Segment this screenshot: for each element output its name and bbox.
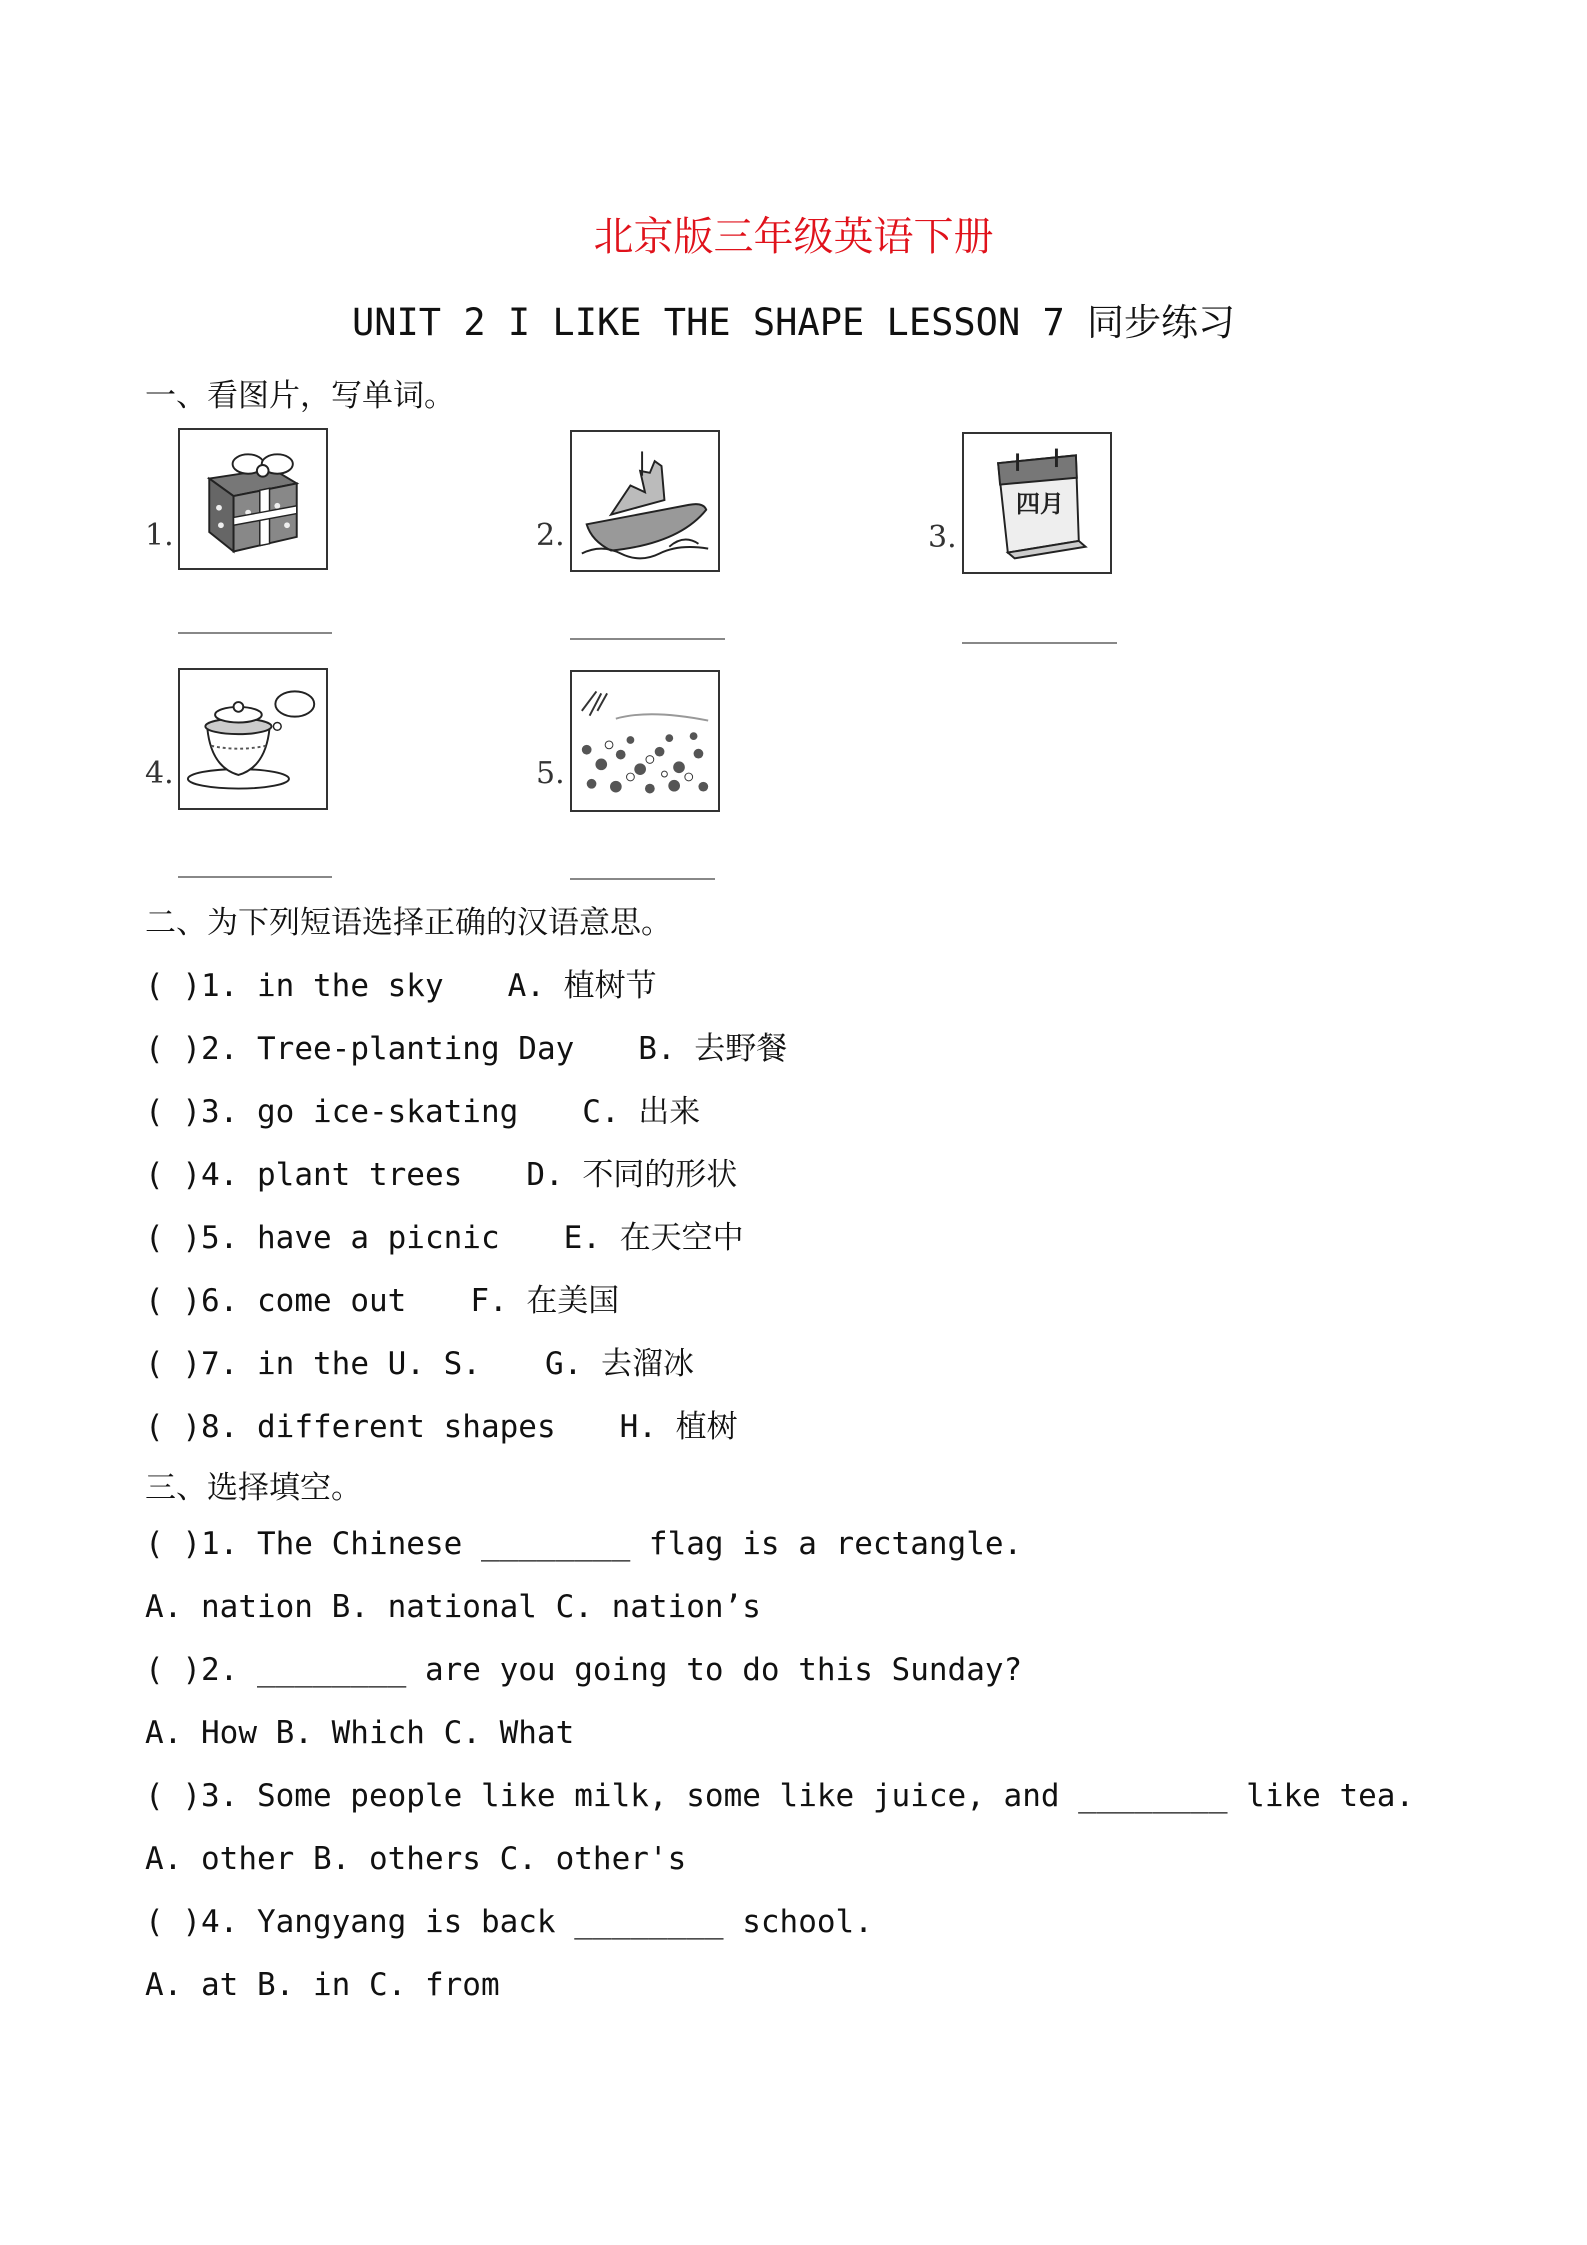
answer-paren[interactable]: ( ) (145, 1157, 201, 1193)
section2-heading: 二、为下列短语选择正确的汉语意思。 (145, 905, 672, 941)
matching-item-5 (145, 1212, 744, 1257)
matching-item-8 (145, 1401, 738, 1446)
phrase: have a picnic (257, 1220, 500, 1256)
question-4-options[interactable]: A. at B. in C. from (145, 1967, 500, 2003)
option-letter: D. (526, 1157, 564, 1193)
answer-paren[interactable]: ( ) (145, 1409, 201, 1445)
question-1-options[interactable]: A. nation B. national C. nation’s (145, 1589, 761, 1625)
answer-blank-5[interactable] (570, 878, 715, 880)
item-number: 5. (201, 1220, 239, 1256)
question-4: ( )4. Yangyang is back ________ school. (145, 1904, 873, 1940)
answer-paren[interactable]: ( ) (145, 1283, 201, 1319)
matching-item-7 (145, 1338, 694, 1383)
matching-item-2 (145, 1023, 787, 1068)
option-letter: G. (544, 1346, 583, 1382)
option-meaning: 植树节 (563, 968, 657, 1004)
answer-paren[interactable]: ( ) (145, 1031, 201, 1067)
phrase: plant trees (257, 1157, 463, 1193)
phrase: go ice-skating (257, 1094, 519, 1130)
section3-heading: 三、选择填空。 (145, 1470, 362, 1506)
tea-cup-icon (178, 668, 328, 810)
phrase: in the sky (257, 968, 444, 1004)
question-3-options[interactable]: A. other B. others C. other's (145, 1841, 687, 1877)
option-meaning: 去溜冰 (600, 1346, 694, 1382)
answer-blank-3[interactable] (962, 642, 1117, 644)
item-number: 6. (201, 1283, 239, 1319)
item-number: 4. (201, 1157, 239, 1193)
picture-number-1: 1. (145, 518, 174, 553)
picture-number-3: 3. (928, 520, 957, 555)
picture-number-2: 2. (536, 518, 565, 553)
option-letter: A. (507, 968, 545, 1004)
flower-field-icon (570, 670, 720, 812)
option-meaning: 出来 (638, 1094, 701, 1130)
option-letter: C. (582, 1094, 620, 1130)
calendar-icon (962, 432, 1112, 574)
phrase: in the U. S. (257, 1346, 481, 1382)
matching-item-4 (145, 1149, 737, 1194)
gift-box-icon (178, 428, 328, 570)
answer-paren[interactable]: ( ) (145, 1094, 201, 1130)
answer-blank-1[interactable] (178, 632, 332, 634)
answer-paren[interactable]: ( ) (145, 1346, 201, 1382)
item-number: 2. (201, 1031, 239, 1067)
answer-blank-4[interactable] (178, 876, 332, 878)
phrase: different shapes (257, 1409, 556, 1445)
matching-item-1 (145, 960, 657, 1005)
section1-heading: 一、看图片，写单词。 (145, 378, 455, 414)
page-title-chinese: 北京版三年级英语下册 (593, 214, 994, 260)
option-letter: F. (470, 1283, 508, 1319)
matching-item-3 (145, 1086, 700, 1131)
page-title-english: UNIT 2 I LIKE THE SHAPE LESSON 7 同步练习 (351, 301, 1236, 344)
answer-blank-2[interactable] (570, 638, 725, 640)
question-3: ( )3. Some people like milk, some like juice, and ________ like tea. (145, 1778, 1415, 1814)
option-letter: E. (563, 1220, 601, 1256)
ship-icon (570, 430, 720, 572)
calendar-label: 四月 (1016, 490, 1064, 518)
option-meaning: 在天空中 (619, 1220, 744, 1256)
answer-paren[interactable]: ( ) (145, 968, 201, 1004)
item-number: 3. (201, 1094, 239, 1130)
item-number: 7. (201, 1346, 239, 1382)
option-meaning: 植树 (675, 1409, 738, 1445)
picture-number-4: 4. (145, 756, 174, 791)
phrase: come out (257, 1283, 407, 1319)
picture-number-5: 5. (536, 756, 565, 791)
answer-paren[interactable]: ( ) (145, 1220, 201, 1256)
phrase: Tree-planting Day (257, 1031, 575, 1067)
item-number: 1. (201, 968, 239, 1004)
item-number: 8. (201, 1409, 239, 1445)
option-letter: B. (638, 1031, 676, 1067)
question-2-options[interactable]: A. How B. Which C. What (145, 1715, 575, 1751)
option-meaning: 在美国 (526, 1283, 620, 1319)
question-1: ( )1. The Chinese ________ flag is a rectangle. (145, 1526, 1023, 1562)
option-letter: H. (619, 1409, 657, 1445)
option-meaning: 去野餐 (694, 1031, 788, 1067)
option-meaning: 不同的形状 (582, 1157, 738, 1193)
question-2: ( )2. ________ are you going to do this Sunday? (145, 1652, 1023, 1688)
matching-item-6 (145, 1275, 619, 1320)
